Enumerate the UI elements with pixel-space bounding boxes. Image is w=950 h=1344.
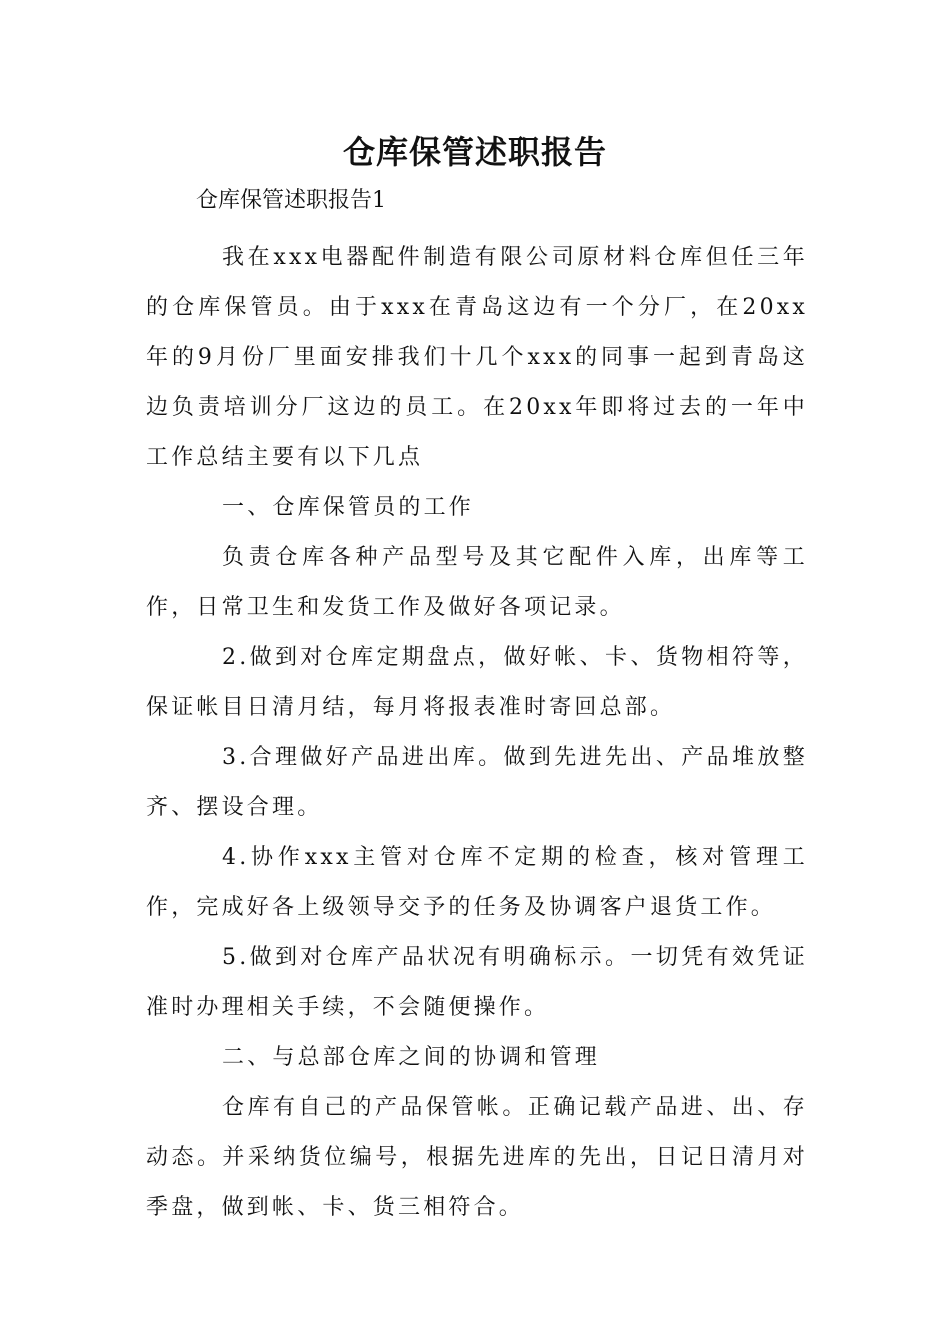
section-heading-2: 二、与总部仓库之间的协调和管理 (222, 1045, 601, 1070)
list-item: 4.协作xxx主管对仓库不定期的检查，核对管理工作，完成好各上级领导交予的任务及协调客户退货工作。 (146, 845, 808, 920)
intro-paragraph: 我在xxx电器配件制造有限公司原材料仓库但任三年的仓库保管员。由于xxx在青岛这边有一个分厂，在20xx年的9月份厂里面安排我们十几个xxx的同事一起到青岛这边负责培训分厂这边的员工。在20xx年即将过去的一年中工作总结主要有以下几点 (146, 245, 808, 470)
list-item: 3.合理做好产品进出库。做到先进先出、产品堆放整齐、摆设合理。 (146, 745, 808, 820)
document-subtitle: 仓库保管述职报告1 (196, 188, 386, 213)
list-item: 5.做到对仓库产品状况有明确标示。一切凭有效凭证准时办理相关手续，不会随便操作。 (146, 945, 808, 1020)
document-title: 仓库保管述职报告 (342, 133, 607, 171)
list-item: 2.做到对仓库定期盘点，做好帐、卡、货物相符等，保证帐目日清月结，每月将报表准时寄回总部。 (146, 645, 808, 720)
list-item: 负责仓库各种产品型号及其它配件入库，出库等工作，日常卫生和发货工作及做好各项记录。 (146, 545, 808, 620)
section-heading-1: 一、仓库保管员的工作 (222, 495, 475, 520)
list-item: 仓库有自己的产品保管帐。正确记载产品进、出、存动态。并采纳货位编号，根据先进库的先出，日记日清月对季盘，做到帐、卡、货三相符合。 (146, 1095, 808, 1220)
document-body (146, 233, 808, 1233)
